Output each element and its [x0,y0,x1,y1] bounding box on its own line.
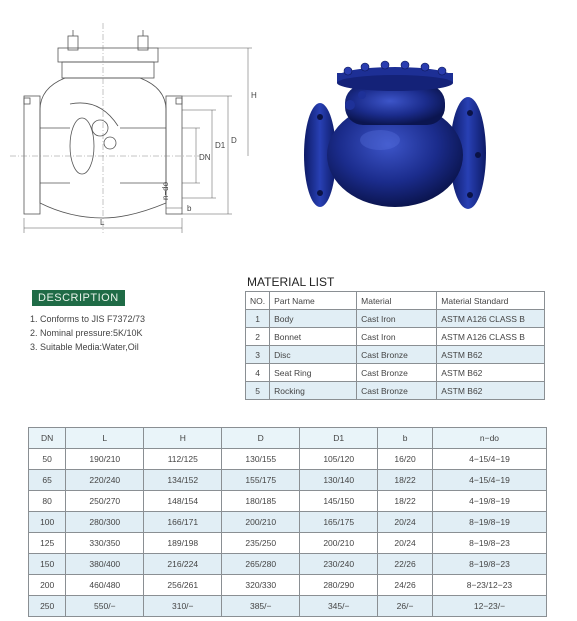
material-cell: Cast Bronze [357,346,437,364]
material-cell: ASTM B62 [437,364,545,382]
dimensions-cell: 200 [29,575,66,596]
dimensions-cell: 105/120 [300,449,378,470]
material-cell: Body [270,310,357,328]
dimensions-cell: 148/154 [144,491,222,512]
material-cell: Rocking [270,382,357,400]
dimensions-cell: 26/− [378,596,433,617]
dimensions-cell: 200/210 [300,533,378,554]
material-cell: Disc [270,346,357,364]
material-header-cell: Part Name [270,292,357,310]
dimensions-cell: 150 [29,554,66,575]
dimensions-cell: 180/185 [222,491,300,512]
material-cell: ASTM B62 [437,346,545,364]
label-D: D [231,136,237,145]
material-cell: 5 [246,382,270,400]
dimensions-cell: 190/210 [66,449,144,470]
dimensions-cell: 330/350 [66,533,144,554]
material-cell: Seat Ring [270,364,357,382]
dimensions-cell: 8−19/8−23 [432,533,546,554]
table-row [29,575,547,596]
dimensions-header-row [29,428,547,449]
dimensions-header-cell: H [144,428,222,449]
table-row [246,328,545,346]
dimensions-cell: 130/140 [300,470,378,491]
material-cell: ASTM A126 CLASS B [437,310,545,328]
material-cell: ASTM A126 CLASS B [437,328,545,346]
table-row [29,554,547,575]
dimensions-header-cell: L [66,428,144,449]
dimensions-cell: 550/− [66,596,144,617]
dimensions-cell: 65 [29,470,66,491]
material-cell: Bonnet [270,328,357,346]
dimensions-cell: 22/26 [378,554,433,575]
table-row [29,512,547,533]
dimensions-header-cell: n−do [432,428,546,449]
dimensions-cell: 24/26 [378,575,433,596]
dimensions-cell: 80 [29,491,66,512]
material-cell: 4 [246,364,270,382]
material-cell: 3 [246,346,270,364]
dimensions-cell: 18/22 [378,491,433,512]
dimensions-cell: 4−15/4−19 [432,470,546,491]
dimensions-cell: 265/280 [222,554,300,575]
material-cell: 2 [246,328,270,346]
dimensions-header-cell: DN [29,428,66,449]
dimensions-cell: 256/261 [144,575,222,596]
dimensions-cell: 166/171 [144,512,222,533]
dimensions-cell: 20/24 [378,533,433,554]
dimensions-cell: 235/250 [222,533,300,554]
dimensions-cell: 112/125 [144,449,222,470]
dimensions-header-cell: b [378,428,433,449]
dimensions-cell: 12−23/− [432,596,546,617]
dimensions-cell: 280/300 [66,512,144,533]
table-row [29,533,547,554]
table-row [29,491,547,512]
label-D1: D1 [215,141,226,150]
dimensions-cell: 250/270 [66,491,144,512]
table-row [246,346,545,364]
dimensions-header-cell: D [222,428,300,449]
dimensions-table [28,427,547,617]
dimensions-cell: 189/198 [144,533,222,554]
material-cell: Cast Iron [357,328,437,346]
label-L: L [100,218,105,227]
material-cell: Cast Bronze [357,364,437,382]
dimensions-cell: 216/224 [144,554,222,575]
table-row [246,310,545,328]
material-list-title: MATERIAL LIST [247,275,335,289]
dimensions-cell: 20/24 [378,512,433,533]
dimensions-cell: 230/240 [300,554,378,575]
dimensions-cell: 145/150 [300,491,378,512]
dimensions-cell: 345/− [300,596,378,617]
material-cell: ASTM B62 [437,382,545,400]
dimensions-cell: 200/210 [222,512,300,533]
dimensions-cell: 8−19/8−23 [432,554,546,575]
table-row [246,364,545,382]
description-item: 3. Suitable Media:Water,Oil [30,342,139,352]
dimensions-cell: 250 [29,596,66,617]
valve-photo [300,55,490,215]
dimensions-cell: 4−15/4−19 [432,449,546,470]
table-row [29,449,547,470]
dimensions-cell: 320/330 [222,575,300,596]
label-DN: DN [199,153,211,162]
dimensions-cell: 100 [29,512,66,533]
material-header-row [246,292,545,310]
dimensions-cell: 460/480 [66,575,144,596]
material-header-cell: Material [357,292,437,310]
table-row [29,470,547,491]
dimensions-cell: 4−19/8−19 [432,491,546,512]
description-badge: DESCRIPTION [32,290,125,306]
table-row [29,596,547,617]
dimensions-cell: 165/175 [300,512,378,533]
dimensions-cell: 8−23/12−23 [432,575,546,596]
label-b: b [187,204,192,213]
dimensions-cell: 310/− [144,596,222,617]
material-table [245,291,545,400]
dimensions-cell: 134/152 [144,470,222,491]
dimensions-body [29,449,547,617]
dimensions-cell: 130/155 [222,449,300,470]
material-cell: 1 [246,310,270,328]
label-ndo: n−do [161,181,170,200]
description-list [30,312,145,354]
dimensions-cell: 155/175 [222,470,300,491]
dimensions-cell: 50 [29,449,66,470]
material-header-cell: Material Standard [437,292,545,310]
material-cell: Cast Bronze [357,382,437,400]
dimensions-cell: 18/22 [378,470,433,491]
dimensions-cell: 380/400 [66,554,144,575]
dimensions-cell: 220/240 [66,470,144,491]
dimensions-cell: 16/20 [378,449,433,470]
dimensions-header-cell: D1 [300,428,378,449]
dimensions-cell: 280/290 [300,575,378,596]
dimensions-cell: 125 [29,533,66,554]
dimensions-cell: 385/− [222,596,300,617]
dimensions-cell: 8−19/8−19 [432,512,546,533]
table-row [246,382,545,400]
material-cell: Cast Iron [357,310,437,328]
description-item: 2. Nominal pressure:5K/10K [30,328,143,338]
description-item: 1. Conforms to JIS F7372/73 [30,314,146,324]
material-header-cell: NO. [246,292,270,310]
label-H: H [251,91,257,100]
technical-drawing [10,18,280,243]
